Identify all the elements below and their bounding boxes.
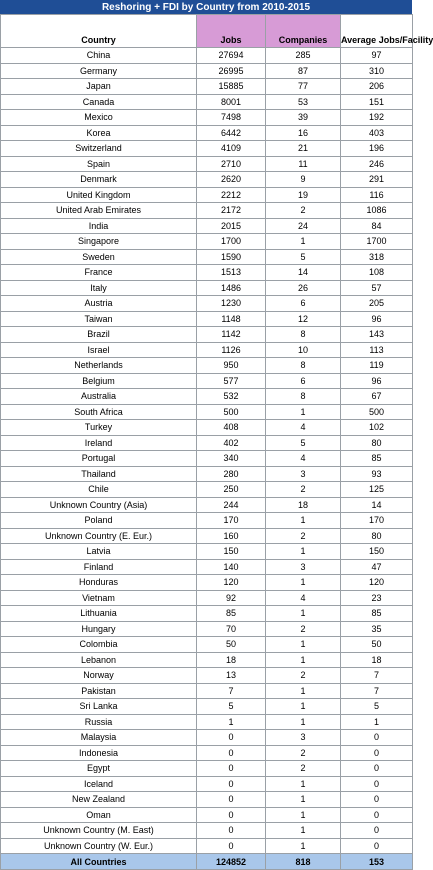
table-row [1,668,413,684]
country-cell: Russia [1,714,197,730]
jobs-cell: 150 [197,544,266,560]
average-cell: 80 [341,435,413,451]
average-cell: 119 [341,358,413,374]
country-cell: Japan [1,79,197,95]
table-row [1,156,413,172]
header-row [1,15,413,48]
country-cell: Unknown Country (W. Eur.) [1,838,197,854]
average-cell: 291 [341,172,413,188]
table-row [1,730,413,746]
jobs-cell: 85 [197,606,266,622]
country-cell: Hungary [1,621,197,637]
table-row [1,528,413,544]
country-cell: Portugal [1,451,197,467]
average-cell: 120 [341,575,413,591]
companies-cell: 21 [266,141,341,157]
table-row [1,807,413,823]
jobs-cell: 27694 [197,48,266,64]
average-cell: 310 [341,63,413,79]
table-row [1,451,413,467]
jobs-cell: 1513 [197,265,266,281]
total-row [1,854,413,870]
table-row [1,513,413,529]
table-row [1,792,413,808]
table-row [1,358,413,374]
companies-cell: 39 [266,110,341,126]
table-row [1,761,413,777]
country-cell: India [1,218,197,234]
companies-cell: 1 [266,575,341,591]
average-cell: 170 [341,513,413,529]
table-row [1,404,413,420]
country-cell: Vietnam [1,590,197,606]
country-cell: Thailand [1,466,197,482]
table-row [1,249,413,265]
average-cell: 23 [341,590,413,606]
companies-cell: 2 [266,745,341,761]
average-cell: 205 [341,296,413,312]
companies-cell: 16 [266,125,341,141]
table-row [1,466,413,482]
jobs-cell: 7498 [197,110,266,126]
country-cell: Indonesia [1,745,197,761]
average-cell: 0 [341,776,413,792]
companies-cell: 14 [266,265,341,281]
table-row [1,590,413,606]
country-cell: Sri Lanka [1,699,197,715]
table-row [1,218,413,234]
average-cell: 5 [341,699,413,715]
companies-cell: 1 [266,776,341,792]
jobs-cell: 950 [197,358,266,374]
jobs-cell: 140 [197,559,266,575]
country-cell: Unknown Country (M. East) [1,823,197,839]
companies-cell: 8 [266,358,341,374]
companies-cell: 2 [266,621,341,637]
jobs-cell: 15885 [197,79,266,95]
country-cell: United Arab Emirates [1,203,197,219]
companies-cell: 1 [266,823,341,839]
table-row [1,172,413,188]
table-row [1,311,413,327]
header-companies: Companies [266,15,341,48]
table-row [1,714,413,730]
jobs-cell: 160 [197,528,266,544]
companies-cell: 1 [266,544,341,560]
table-row [1,63,413,79]
jobs-cell: 0 [197,792,266,808]
companies-cell: 285 [266,48,341,64]
jobs-cell: 402 [197,435,266,451]
average-cell: 500 [341,404,413,420]
average-cell: 196 [341,141,413,157]
average-cell: 1700 [341,234,413,250]
companies-cell: 2 [266,482,341,498]
companies-cell: 1 [266,699,341,715]
average-cell: 125 [341,482,413,498]
average-cell: 113 [341,342,413,358]
jobs-cell: 2015 [197,218,266,234]
companies-cell: 3 [266,466,341,482]
table-row [1,296,413,312]
average-cell: 14 [341,497,413,513]
average-cell: 0 [341,823,413,839]
companies-cell: 3 [266,559,341,575]
jobs-cell: 0 [197,838,266,854]
country-cell: China [1,48,197,64]
country-cell: Pakistan [1,683,197,699]
table-row [1,420,413,436]
average-cell: 0 [341,807,413,823]
total-label: All Countries [1,854,197,870]
companies-cell: 1 [266,807,341,823]
country-cell: Australia [1,389,197,405]
table-row [1,838,413,854]
average-cell: 97 [341,48,413,64]
table-row [1,327,413,343]
companies-cell: 2 [266,761,341,777]
average-cell: 143 [341,327,413,343]
jobs-cell: 0 [197,730,266,746]
average-cell: 67 [341,389,413,405]
jobs-cell: 250 [197,482,266,498]
country-cell: Lithuania [1,606,197,622]
jobs-cell: 7 [197,683,266,699]
table-body [1,48,413,854]
jobs-cell: 2212 [197,187,266,203]
average-cell: 18 [341,652,413,668]
table-row [1,187,413,203]
average-cell: 85 [341,451,413,467]
jobs-cell: 1230 [197,296,266,312]
table-row [1,823,413,839]
average-cell: 151 [341,94,413,110]
jobs-cell: 408 [197,420,266,436]
jobs-cell: 18 [197,652,266,668]
jobs-cell: 1148 [197,311,266,327]
country-table [0,14,433,870]
companies-cell: 1 [266,513,341,529]
companies-cell: 87 [266,63,341,79]
jobs-cell: 280 [197,466,266,482]
country-cell: Unknown Country (E. Eur.) [1,528,197,544]
table-row [1,776,413,792]
average-cell: 102 [341,420,413,436]
country-cell: Turkey [1,420,197,436]
table-row [1,621,413,637]
jobs-cell: 1700 [197,234,266,250]
table-row [1,94,413,110]
companies-cell: 4 [266,420,341,436]
country-cell: Spain [1,156,197,172]
companies-cell: 53 [266,94,341,110]
total-companies: 818 [266,854,341,870]
jobs-cell: 1 [197,714,266,730]
table-row [1,48,413,64]
country-cell: Unknown Country (Asia) [1,497,197,513]
average-cell: 57 [341,280,413,296]
country-cell: Egypt [1,761,197,777]
table-row [1,141,413,157]
average-cell: 206 [341,79,413,95]
jobs-cell: 50 [197,637,266,653]
average-cell: 7 [341,668,413,684]
average-cell: 93 [341,466,413,482]
table-row [1,683,413,699]
jobs-cell: 6442 [197,125,266,141]
table-row [1,497,413,513]
companies-cell: 2 [266,203,341,219]
companies-cell: 2 [266,528,341,544]
companies-cell: 8 [266,389,341,405]
country-cell: Poland [1,513,197,529]
country-cell: Switzerland [1,141,197,157]
table-row [1,110,413,126]
average-cell: 0 [341,792,413,808]
country-cell: Chile [1,482,197,498]
average-cell: 80 [341,528,413,544]
total-jobs: 124852 [197,854,266,870]
country-cell: Mexico [1,110,197,126]
country-cell: Latvia [1,544,197,560]
average-cell: 1 [341,714,413,730]
companies-cell: 1 [266,838,341,854]
jobs-cell: 1486 [197,280,266,296]
table-row [1,637,413,653]
jobs-cell: 1126 [197,342,266,358]
country-cell: Korea [1,125,197,141]
jobs-cell: 5 [197,699,266,715]
companies-cell: 8 [266,327,341,343]
header-average: Average Jobs/Facility [341,15,413,48]
country-cell: Singapore [1,234,197,250]
average-cell: 84 [341,218,413,234]
table-row [1,373,413,389]
jobs-cell: 500 [197,404,266,420]
jobs-cell: 1590 [197,249,266,265]
table-row [1,482,413,498]
country-cell: Finland [1,559,197,575]
country-cell: Colombia [1,637,197,653]
table-row [1,234,413,250]
country-cell: Taiwan [1,311,197,327]
average-cell: 47 [341,559,413,575]
companies-cell: 1 [266,792,341,808]
average-cell: 116 [341,187,413,203]
country-cell: Malaysia [1,730,197,746]
jobs-cell: 0 [197,807,266,823]
table-title: Reshoring + FDI by Country from 2010-2015 [0,0,412,14]
country-cell: Iceland [1,776,197,792]
jobs-cell: 2620 [197,172,266,188]
country-cell: New Zealand [1,792,197,808]
country-cell: Sweden [1,249,197,265]
table-row [1,389,413,405]
companies-cell: 1 [266,404,341,420]
jobs-cell: 4109 [197,141,266,157]
companies-cell: 4 [266,451,341,467]
average-cell: 35 [341,621,413,637]
companies-cell: 12 [266,311,341,327]
companies-cell: 77 [266,79,341,95]
jobs-cell: 2710 [197,156,266,172]
jobs-cell: 0 [197,776,266,792]
companies-cell: 1 [266,606,341,622]
jobs-cell: 70 [197,621,266,637]
average-cell: 318 [341,249,413,265]
table-row [1,265,413,281]
table-row [1,559,413,575]
country-cell: Italy [1,280,197,296]
country-cell: Germany [1,63,197,79]
average-cell: 0 [341,838,413,854]
table-row [1,544,413,560]
jobs-cell: 92 [197,590,266,606]
average-cell: 150 [341,544,413,560]
jobs-cell: 244 [197,497,266,513]
jobs-cell: 0 [197,823,266,839]
table-row [1,745,413,761]
companies-cell: 19 [266,187,341,203]
table-row [1,125,413,141]
table-row [1,203,413,219]
jobs-cell: 577 [197,373,266,389]
companies-cell: 2 [266,668,341,684]
country-cell: Honduras [1,575,197,591]
table-row [1,652,413,668]
country-cell: Canada [1,94,197,110]
companies-cell: 3 [266,730,341,746]
jobs-cell: 120 [197,575,266,591]
table-row [1,606,413,622]
companies-cell: 5 [266,435,341,451]
average-cell: 96 [341,311,413,327]
companies-cell: 1 [266,714,341,730]
companies-cell: 11 [266,156,341,172]
average-cell: 192 [341,110,413,126]
average-cell: 1086 [341,203,413,219]
table-row [1,342,413,358]
country-cell: United Kingdom [1,187,197,203]
jobs-cell: 1142 [197,327,266,343]
companies-cell: 6 [266,373,341,389]
country-cell: Belgium [1,373,197,389]
table-row [1,699,413,715]
country-cell: Denmark [1,172,197,188]
average-cell: 0 [341,761,413,777]
jobs-cell: 8001 [197,94,266,110]
companies-cell: 1 [266,652,341,668]
jobs-cell: 0 [197,745,266,761]
average-cell: 0 [341,745,413,761]
country-cell: Oman [1,807,197,823]
table-row [1,435,413,451]
average-cell: 246 [341,156,413,172]
jobs-cell: 532 [197,389,266,405]
country-cell: Austria [1,296,197,312]
total-average: 153 [341,854,413,870]
average-cell: 96 [341,373,413,389]
table-row [1,575,413,591]
jobs-cell: 340 [197,451,266,467]
companies-cell: 1 [266,683,341,699]
average-cell: 85 [341,606,413,622]
average-cell: 0 [341,730,413,746]
jobs-cell: 13 [197,668,266,684]
header-jobs: Jobs [197,15,266,48]
average-cell: 50 [341,637,413,653]
companies-cell: 5 [266,249,341,265]
country-cell: Lebanon [1,652,197,668]
header-country: Country [1,15,197,48]
country-cell: Ireland [1,435,197,451]
average-cell: 7 [341,683,413,699]
companies-cell: 24 [266,218,341,234]
companies-cell: 6 [266,296,341,312]
country-cell: Norway [1,668,197,684]
companies-cell: 26 [266,280,341,296]
average-cell: 403 [341,125,413,141]
country-cell: Israel [1,342,197,358]
country-cell: Netherlands [1,358,197,374]
companies-cell: 10 [266,342,341,358]
table-row [1,280,413,296]
jobs-cell: 2172 [197,203,266,219]
country-cell: South Africa [1,404,197,420]
country-cell: Brazil [1,327,197,343]
companies-cell: 1 [266,234,341,250]
country-cell: France [1,265,197,281]
jobs-cell: 26995 [197,63,266,79]
companies-cell: 4 [266,590,341,606]
jobs-cell: 170 [197,513,266,529]
table-row [1,79,413,95]
average-cell: 108 [341,265,413,281]
companies-cell: 9 [266,172,341,188]
jobs-cell: 0 [197,761,266,777]
companies-cell: 1 [266,637,341,653]
companies-cell: 18 [266,497,341,513]
